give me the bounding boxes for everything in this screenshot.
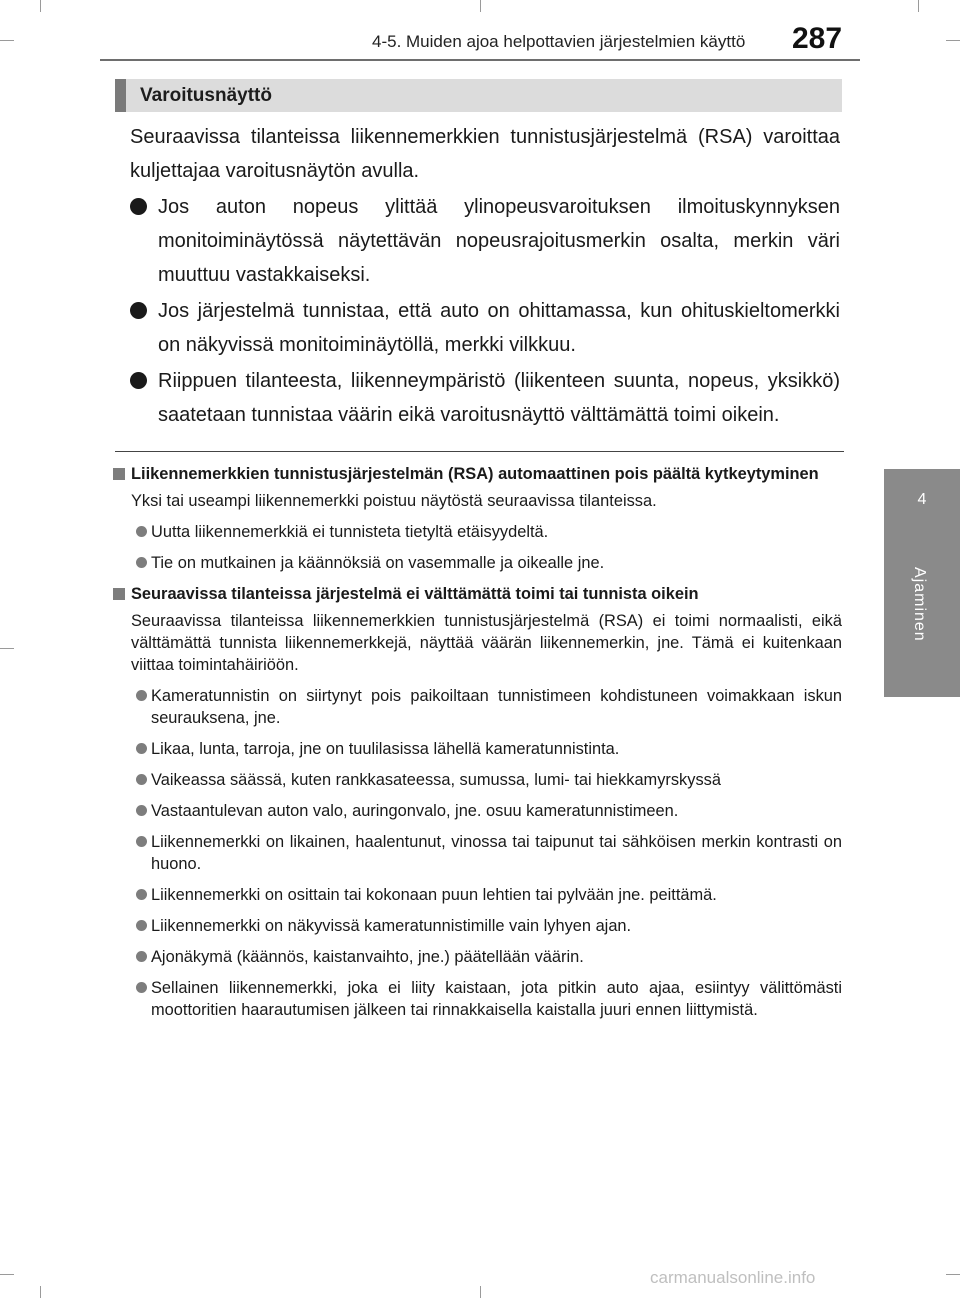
list-item (113, 800, 842, 822)
section-divider (115, 451, 844, 452)
bullet-icon (136, 836, 147, 847)
crop-mark (946, 1274, 960, 1275)
bullet-icon (130, 372, 147, 389)
list-item-text: Jos auton nopeus ylittää ylinopeusvaroituksen ilmoituskynnyksen monitoiminäytössä näytettävän nopeusrajoitusmerkin osalta, merkin väri muuttuu vastakkaiseksi. (158, 196, 840, 286)
watermark: carmanualsonline.info (650, 1268, 816, 1287)
crop-mark (40, 0, 41, 12)
list-item (113, 738, 842, 760)
page-number: 287 (792, 22, 843, 55)
list-item (113, 946, 842, 968)
list-item-text: Liikennemerkki on likainen, haalentunut, vinossa tai taipunut tai sähköisen merkin kontrasti on huono. (151, 833, 842, 873)
bullet-icon (136, 889, 147, 900)
chapter-label: Ajaminen (911, 567, 928, 642)
crop-mark (0, 1274, 14, 1275)
list-item-text: Ajonäkymä (käännös, kaistanvaihto, jne.) päätellään väärin. (151, 948, 584, 966)
note-heading (113, 463, 842, 485)
list-item-text: Uutta liikennemerkkiä ei tunnisteta tietyltä etäisyydeltä. (151, 523, 549, 541)
list-item-text: Vastaantulevan auton valo, auringonvalo, jne. osuu kameratunnistimeen. (151, 802, 679, 820)
list-item-text: Kameratunnistin on siirtynyt pois paikoiltaan tunnistimeen kohdistuneen voimakkaan iskun seurauksena, jne. (151, 687, 842, 727)
section-heading (115, 79, 842, 112)
list-item (113, 769, 842, 791)
crop-mark (0, 648, 14, 649)
list-item-text: Jos järjestelmä tunnistaa, että auto on ohittamassa, kun ohituskieltomerkki on näkyvissä monitoiminäytöllä, merkki vilkkuu. (158, 300, 840, 356)
section-title: Varoitusnäyttö (140, 85, 272, 106)
square-bullet-icon (113, 468, 125, 480)
list-item (113, 685, 842, 729)
note-heading (113, 583, 842, 605)
list-item (113, 977, 842, 1021)
chapter-side-tab (884, 469, 960, 697)
section-intro: Seuraavissa tilanteissa liikennemerkkien tunnistusjärjestelmä (RSA) varoittaa kuljettajaa varoitusnäytön avulla. (130, 126, 840, 182)
crop-mark (480, 1286, 481, 1298)
bullet-icon (130, 198, 147, 215)
square-bullet-icon (113, 588, 125, 600)
list-item (130, 190, 840, 292)
bullet-icon (136, 526, 147, 537)
crop-mark (480, 0, 481, 12)
chapter-title: 4-5. Muiden ajoa helpottavien järjestelmien käyttö (372, 32, 746, 51)
list-item (113, 831, 842, 875)
chapter-number: 4 (917, 491, 927, 508)
bullet-icon (136, 690, 147, 701)
bullet-icon (130, 302, 147, 319)
list-item (113, 915, 842, 937)
section-heading-bar (115, 79, 126, 112)
list-item (113, 521, 842, 543)
list-item (130, 294, 840, 362)
bullet-icon (136, 743, 147, 754)
list-item-text: Sellainen liikennemerkki, joka ei liity kaistaan, jota pitkin auto ajaa, esiintyy välittömästi moottoritien haarautumisen jälkeen tai rinnakkaisella kaistalla juuri ennen liittymistä. (151, 979, 842, 1019)
note-heading-text: Seuraavissa tilanteissa järjestelmä ei välttämättä toimi tai tunnista oikein (131, 585, 699, 603)
list-item (130, 364, 840, 432)
list-item (113, 552, 842, 574)
notes-body (113, 463, 842, 1030)
crop-mark (946, 40, 960, 41)
crop-mark (918, 0, 919, 12)
list-item-text: Vaikeassa säässä, kuten rankkasateessa, sumussa, lumi- tai hiekkamyrskyssä (151, 771, 721, 789)
list-item-text: Liikennemerkki on näkyvissä kameratunnistimille vain lyhyen ajan. (151, 917, 632, 935)
header-divider (100, 59, 860, 61)
bullet-icon (136, 774, 147, 785)
crop-mark (40, 1286, 41, 1298)
crop-mark (0, 40, 14, 41)
bullet-icon (136, 805, 147, 816)
note-heading-text: Liikennemerkkien tunnistusjärjestelmän (RSA) automaattinen pois päältä kytkeytyminen (131, 465, 819, 483)
list-item (113, 884, 842, 906)
bullet-icon (136, 920, 147, 931)
list-item-text: Liikennemerkki on osittain tai kokonaan puun lehtien tai pylvään jne. peittämä. (151, 886, 717, 904)
bullet-icon (136, 951, 147, 962)
list-item-text: Likaa, lunta, tarroja, jne on tuulilasissa lähellä kameratunnistinta. (151, 740, 620, 758)
note-text: Yksi tai useampi liikennemerkki poistuu näytöstä seuraavissa tilanteissa. (131, 492, 657, 510)
section-body (130, 120, 840, 434)
list-item-text: Riippuen tilanteesta, liikenneympäristö (liikenteen suunta, nopeus, yksikkö) saatetaan tunnistaa väärin eikä varoitusnäyttö välttämättä toimi oikein. (158, 370, 840, 426)
list-item-text: Tie on mutkainen ja käännöksiä on vasemmalle ja oikealle jne. (151, 554, 605, 572)
note-text: Seuraavissa tilanteissa liikennemerkkien tunnistusjärjestelmä (RSA) ei toimi normaalisti, eikä välttämättä tunnista liikennemerkkejä, näyttää väärän liikennemerkin, jne. Tämä ei kuitenkaan viittaa toimintahäiriöön. (131, 612, 842, 674)
bullet-icon (136, 982, 147, 993)
bullet-icon (136, 557, 147, 568)
